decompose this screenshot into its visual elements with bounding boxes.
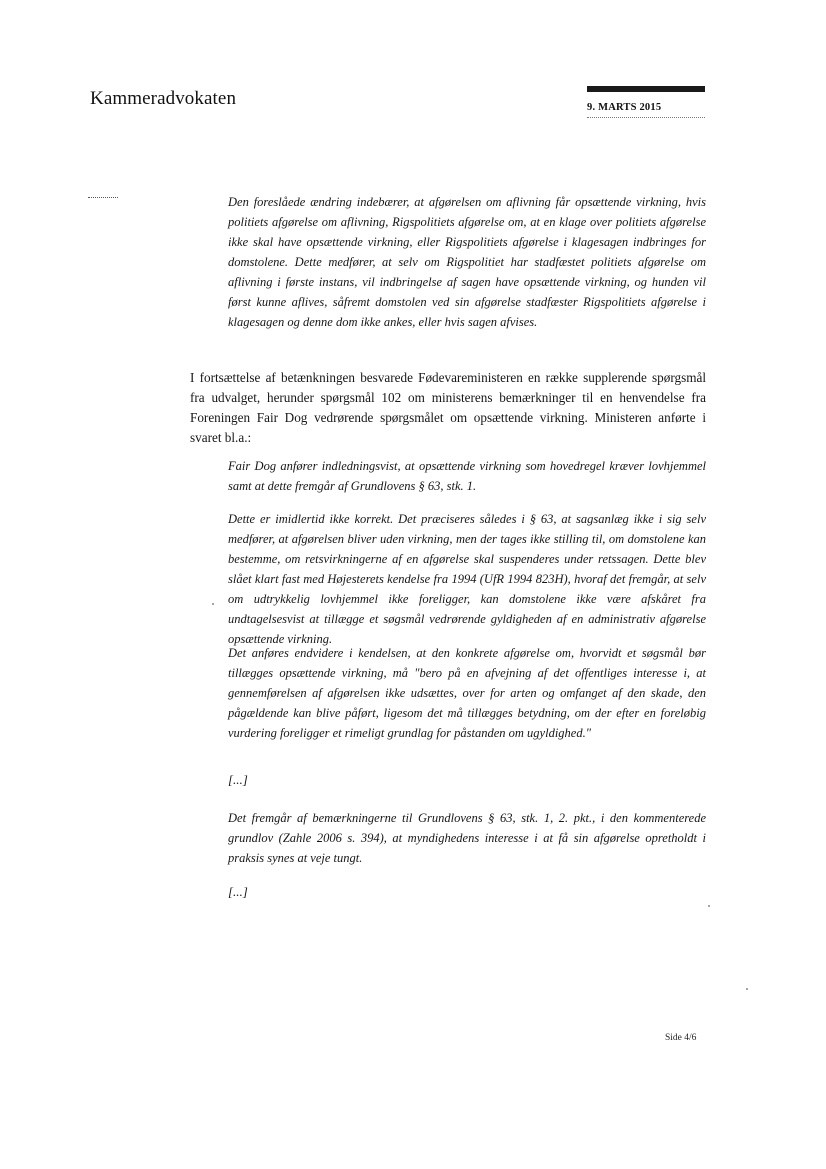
omission-marker-1: [...]: [228, 772, 248, 787]
quote-paragraph-5: Det fremgår af bemærkningerne til Grundlovens § 63, stk. 1, 2. pkt., i den kommenterede grundlov (Zahle 2006 s. 394), at myndighedens interesse i at få sin afgørelse opretholdt i praksis synes at veje tungt.: [228, 811, 706, 865]
scan-speck: [746, 988, 748, 990]
date-dotted-rule: [587, 117, 705, 118]
quote-paragraph-3: Dette er imidlertid ikke korrekt. Det præciseres således i § 63, at sagsanlæg ikke i sig selv medfører, at afgørelsen bliver uden virkning, men der tages ikke stilling til, om domstolene kan bestemme, om retsvirkningerne af en afgørelse skal suspenderes under retssagen. Dette blev slået klart fast med Højesterets kendelse fra 1994 (UfR 1994 823H), hvoraf det fremgår, at selv om udtrykkelig lovhjemmel ikke foreligger, kan domstolene ikke være afskåret fra undtagelsesvist at tillægge et søgsmål vedrørende gyldigheden af en administrativ afgørelse opsættende virkning.: [228, 512, 706, 646]
kammeradvokaten-logo: Kammeradvokaten: [90, 88, 237, 109]
body-paragraph: I fortsættelse af betænkningen besvarede Fødevareministeren en række supplerende spørgsmål fra udvalget, herunder spørgsmål 102 om ministerens bemærkninger til en henvendelse fra Foreningen Fair Dog vedrørende spørgsmålet om opsættende virkning. Ministeren anførte i svaret bl.a.:: [190, 370, 706, 445]
date-block: [587, 86, 705, 118]
margin-dotted-rule: [88, 197, 118, 198]
document-date: 9. MARTS 2015: [587, 102, 662, 113]
date-divider-bar: [587, 86, 705, 92]
page-number: Side 4/6: [665, 1033, 697, 1043]
quote-paragraph-2: Fair Dog anfører indledningsvist, at opsættende virkning som hovedregel kræver lovhjemmel samt at dette fremgår af Grundlovens § 63, stk. 1.: [228, 459, 706, 493]
scan-speck: [212, 603, 214, 605]
scan-speck: [708, 905, 710, 907]
quote-paragraph-1: Den foreslåede ændring indebærer, at afgørelsen om aflivning får opsættende virkning, hvis politiets afgørelse om aflivning, Rigspolitiets afgørelse om, at en klage over politiets afgørelse ikke skal have opsættende virkning, eller Rigspolitiets afgørelse i klagesagen indbringes for domstolene. Dette medfører, at selv om Rigspolitiet har stadfæstet politiets afgørelse om aflivning i første instans, vil indbringelse af sagen have opsættende virkning, og hunden vil først kunne aflives, såfremt domstolen ved sin afgørelse stadfæster Rigspolitiets afgørelse i klagesagen og denne dom ikke ankes, eller hvis sagen afvises.: [228, 195, 706, 329]
omission-marker-2: [...]: [228, 884, 248, 899]
quote-paragraph-4: Det anføres endvidere i kendelsen, at den konkrete afgørelse om, hvorvidt et søgsmål bør tillægges opsættende virkning, må "bero på en afvejning af det offentliges interesse i, at gennemførelsen af afgørelsen ikke udsættes, over for arten og omfanget af den skade, den pågældende kan blive påført, ligesom det må tillægges betydning, om der efter en foreløbig vurdering foreligger et rimeligt grundlag for påstanden om ugyldighed.": [228, 646, 706, 740]
